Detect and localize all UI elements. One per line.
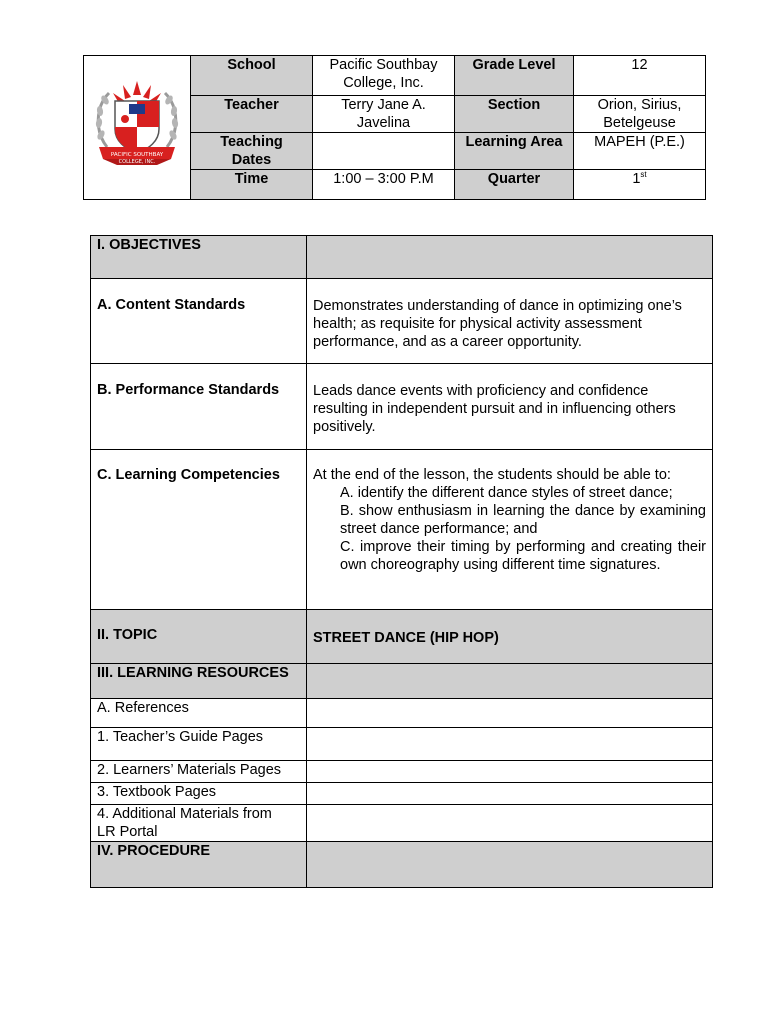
learning-resources-heading: III. LEARNING RESOURCES [91, 664, 307, 699]
learning-competencies-label: C. Learning Competencies [91, 450, 307, 610]
textbook-pages-value [307, 783, 713, 805]
competencies-intro: At the end of the lesson, the students should be able to: [313, 467, 671, 483]
time-value: 1:00 – 3:00 P.M [313, 170, 455, 200]
objectives-value [307, 236, 713, 279]
learning-area-value: MAPEH (P.E.) [574, 133, 706, 170]
references-label: A. References [91, 699, 307, 728]
svg-text:PACIFIC SOUTHBAY: PACIFIC SOUTHBAY [110, 152, 164, 158]
teacher-value: Terry Jane A. Javelina [313, 96, 455, 133]
teacher-label: Teacher [191, 96, 313, 133]
section-label: Section [455, 96, 574, 133]
performance-standards-text: Leads dance events with proficiency and confidence resulting in independent pursuit and in influencing others positively. [307, 364, 713, 450]
objectives-heading: I. OBJECTIVES [91, 236, 307, 279]
school-logo-cell [84, 56, 191, 200]
content-standards-text: Demonstrates understanding of dance in optimizing one’s health; as requisite for physical activity assessment performance, and as a career opportunity. [307, 279, 713, 364]
learners-materials-value [307, 761, 713, 783]
competency-item: A. identify the different dance styles of street dance; [340, 485, 673, 501]
grade-level-label: Grade Level [455, 56, 574, 96]
school-crest-icon [87, 77, 187, 173]
quarter-value: 1st [574, 170, 706, 200]
section-value: Orion, Sirius, Betelgeuse [574, 96, 706, 133]
teaching-dates-label: Teaching Dates [191, 133, 313, 170]
school-label: School [191, 56, 313, 96]
learning-area-label: Learning Area [455, 133, 574, 170]
learners-materials-label: 2. Learners’ Materials Pages [91, 761, 307, 783]
school-value: Pacific Southbay College, Inc. [313, 56, 455, 96]
time-label: Time [191, 170, 313, 200]
topic-label: II. TOPIC [91, 610, 307, 664]
performance-standards-label: B. Performance Standards [91, 364, 307, 450]
textbook-pages-label: 3. Textbook Pages [91, 783, 307, 805]
teaching-dates-value [313, 133, 455, 170]
content-standards-label: A. Content Standards [91, 279, 307, 364]
quarter-label: Quarter [455, 170, 574, 200]
additional-materials-value [307, 805, 713, 842]
procedure-heading: IV. PROCEDURE [91, 842, 307, 888]
competency-item: B. show enthusiasm in learning the dance by examining street dance performance; and [340, 503, 706, 537]
svg-text:COLLEGE, INC.: COLLEGE, INC. [118, 159, 156, 165]
additional-materials-label: 4. Additional Materials from LR Portal [91, 805, 307, 842]
competency-item: C. improve their timing by performing and creating their own choreography using different time signatures. [340, 539, 706, 573]
lesson-plan-table [90, 235, 713, 888]
procedure-value [307, 842, 713, 888]
learning-competencies-text [307, 450, 713, 610]
grade-level-value: 12 [574, 56, 706, 96]
references-value [307, 699, 713, 728]
learning-resources-value [307, 664, 713, 699]
teachers-guide-label: 1. Teacher’s Guide Pages [91, 728, 307, 761]
topic-value: STREET DANCE (HIP HOP) [307, 610, 713, 664]
teachers-guide-value [307, 728, 713, 761]
header-table [83, 55, 706, 200]
